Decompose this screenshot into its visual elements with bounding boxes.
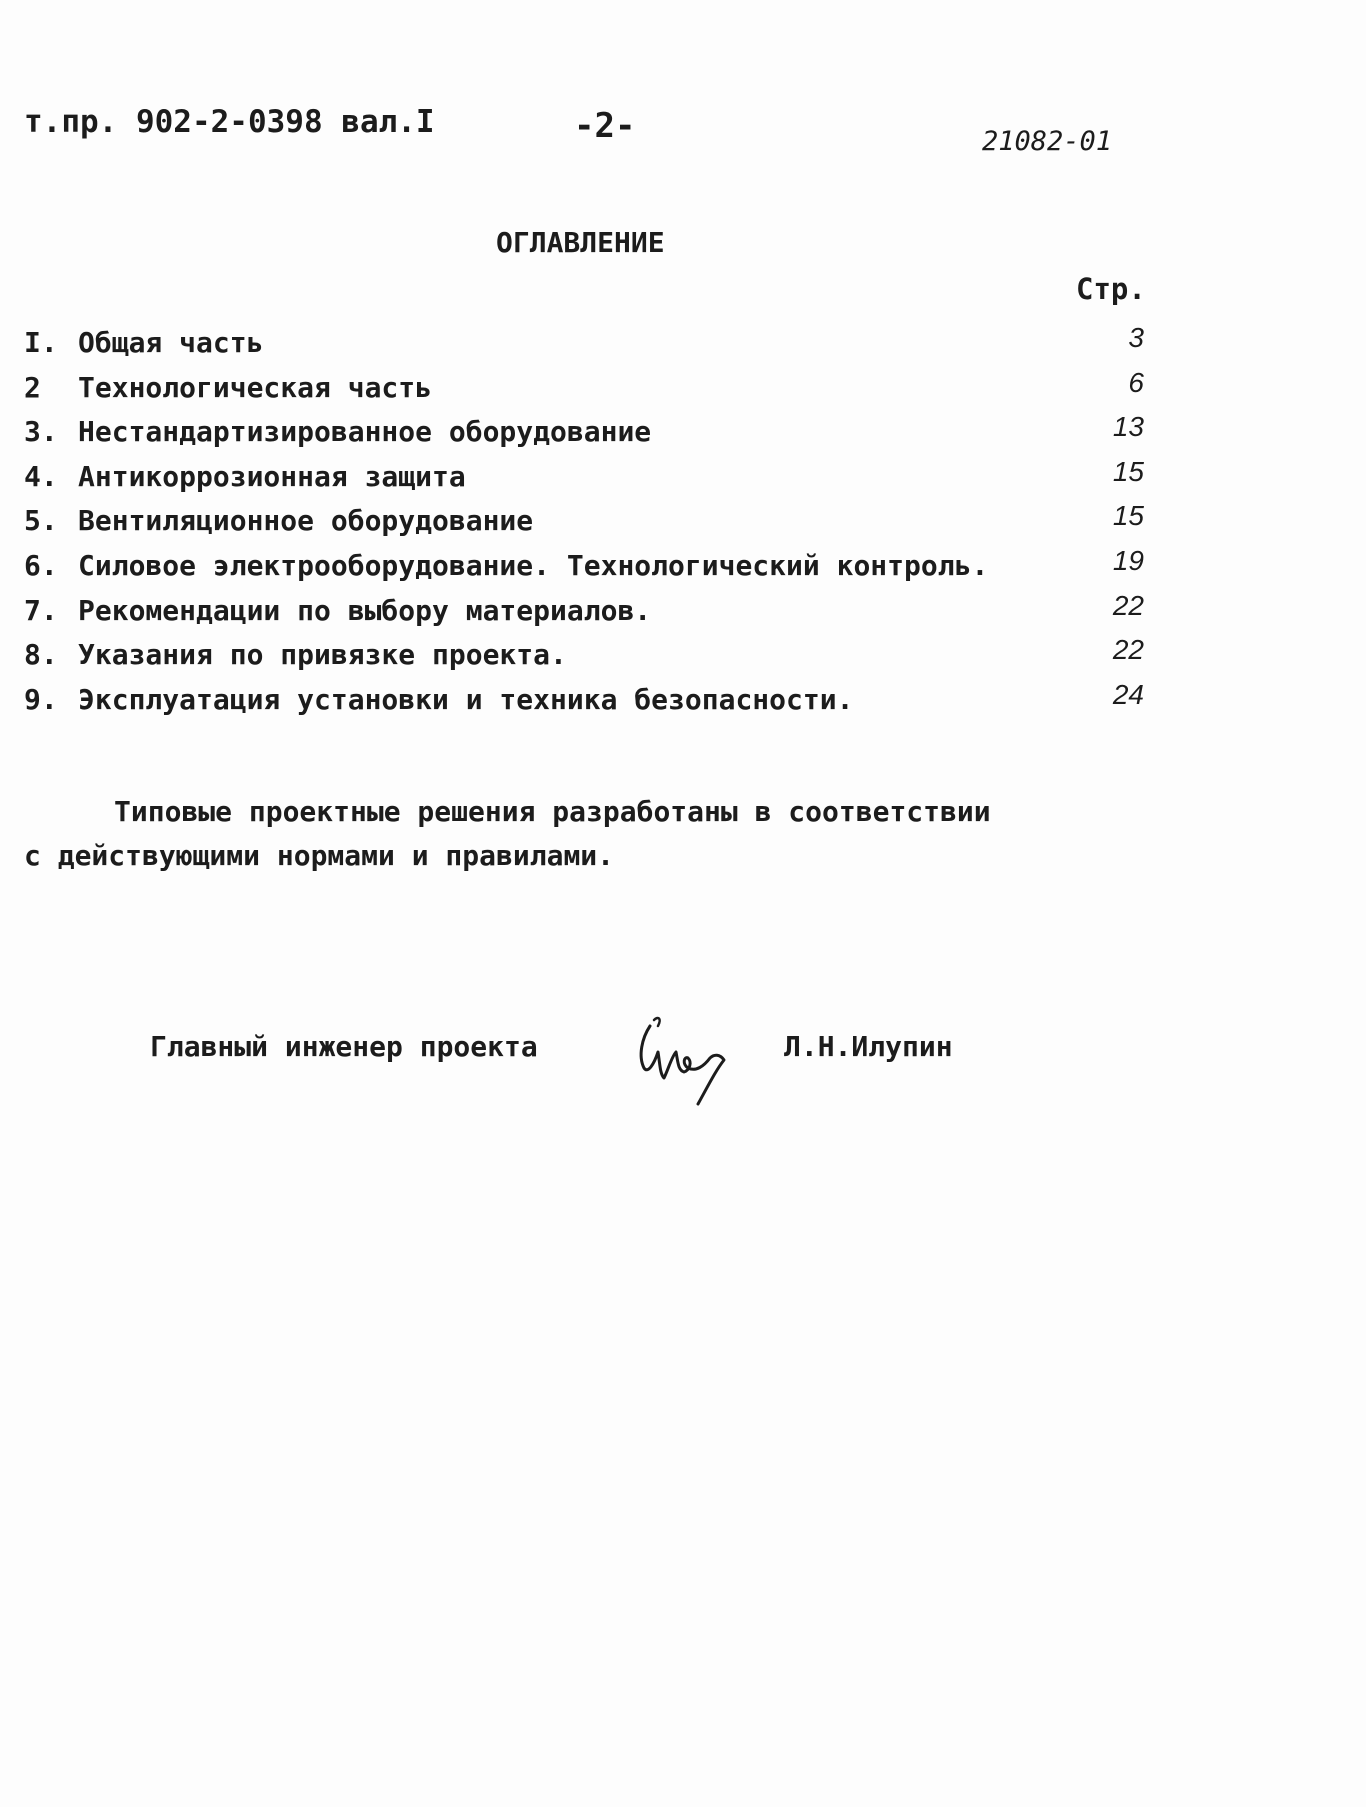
handwritten-signature xyxy=(628,1008,758,1118)
toc-item-number: 5. xyxy=(24,504,58,538)
toc-item xyxy=(24,544,1144,594)
signatory-role: Главный инженер проекта xyxy=(150,1030,538,1063)
toc-item xyxy=(24,455,1144,505)
toc-item-title: Указания по привязке проекта. xyxy=(78,638,567,672)
toc-item-title: Силовое электрооборудование. Технологический контроль. xyxy=(78,548,989,582)
toc-item-title: Общая часть xyxy=(78,326,264,359)
toc-item-page: 22 xyxy=(1112,589,1144,621)
toc-item xyxy=(24,366,1144,416)
toc-item-title: Технологическая часть xyxy=(78,370,433,404)
toc-item-title: Нестандартизированное оборудование xyxy=(78,415,652,449)
toc-item-page: 22 xyxy=(1112,634,1144,666)
toc-item-number: 3. xyxy=(24,415,58,449)
table-of-contents xyxy=(24,322,1144,727)
signatory-name: Л.Н.Илупин xyxy=(784,1030,953,1063)
toc-item-number: 8. xyxy=(24,638,58,672)
toc-item xyxy=(24,634,1144,683)
toc-item xyxy=(24,322,1144,371)
page-column-label: Стр. xyxy=(1076,272,1146,306)
toc-item-page: 24 xyxy=(1112,678,1144,710)
page-number: -2- xyxy=(574,106,636,146)
document-code: т.пр. 902-2-0398 вал.I xyxy=(24,104,435,140)
toc-title: ОГЛАВЛЕНИЕ xyxy=(496,226,665,259)
toc-item xyxy=(24,678,1144,728)
toc-item-number: 9. xyxy=(24,682,58,716)
toc-item-page: 3 xyxy=(1128,322,1144,353)
toc-item-page: 15 xyxy=(1112,500,1144,532)
toc-item-title: Вентиляционное оборудование xyxy=(78,504,534,538)
toc-item-number: 6. xyxy=(24,548,58,582)
note-line: Типовые проектные решения разработаны в соответствии xyxy=(114,795,991,828)
toc-item-page: 13 xyxy=(1112,411,1144,443)
toc-item-number: 4. xyxy=(24,459,58,493)
toc-item-title: Эксплуатация установки и техника безопасности. xyxy=(78,682,854,716)
compliance-note xyxy=(24,790,1124,878)
toc-item-number: 7. xyxy=(24,593,58,627)
toc-item-title: Рекомендации по выбору материалов. xyxy=(78,593,652,627)
toc-item xyxy=(24,589,1144,639)
toc-item-title: Антикоррозионная защита xyxy=(78,459,466,493)
toc-item xyxy=(24,500,1144,549)
toc-item xyxy=(24,411,1144,460)
note-line: с действующими нормами и правилами. xyxy=(24,839,615,872)
toc-item-number: 2 xyxy=(24,370,41,404)
toc-item-page: 15 xyxy=(1112,455,1144,487)
document-number: 21082-01 xyxy=(982,126,1113,157)
toc-item-number: I. xyxy=(24,326,58,359)
signature-block xyxy=(150,1024,1050,1124)
toc-item-page: 6 xyxy=(1128,366,1144,398)
toc-item-page: 19 xyxy=(1112,544,1144,576)
